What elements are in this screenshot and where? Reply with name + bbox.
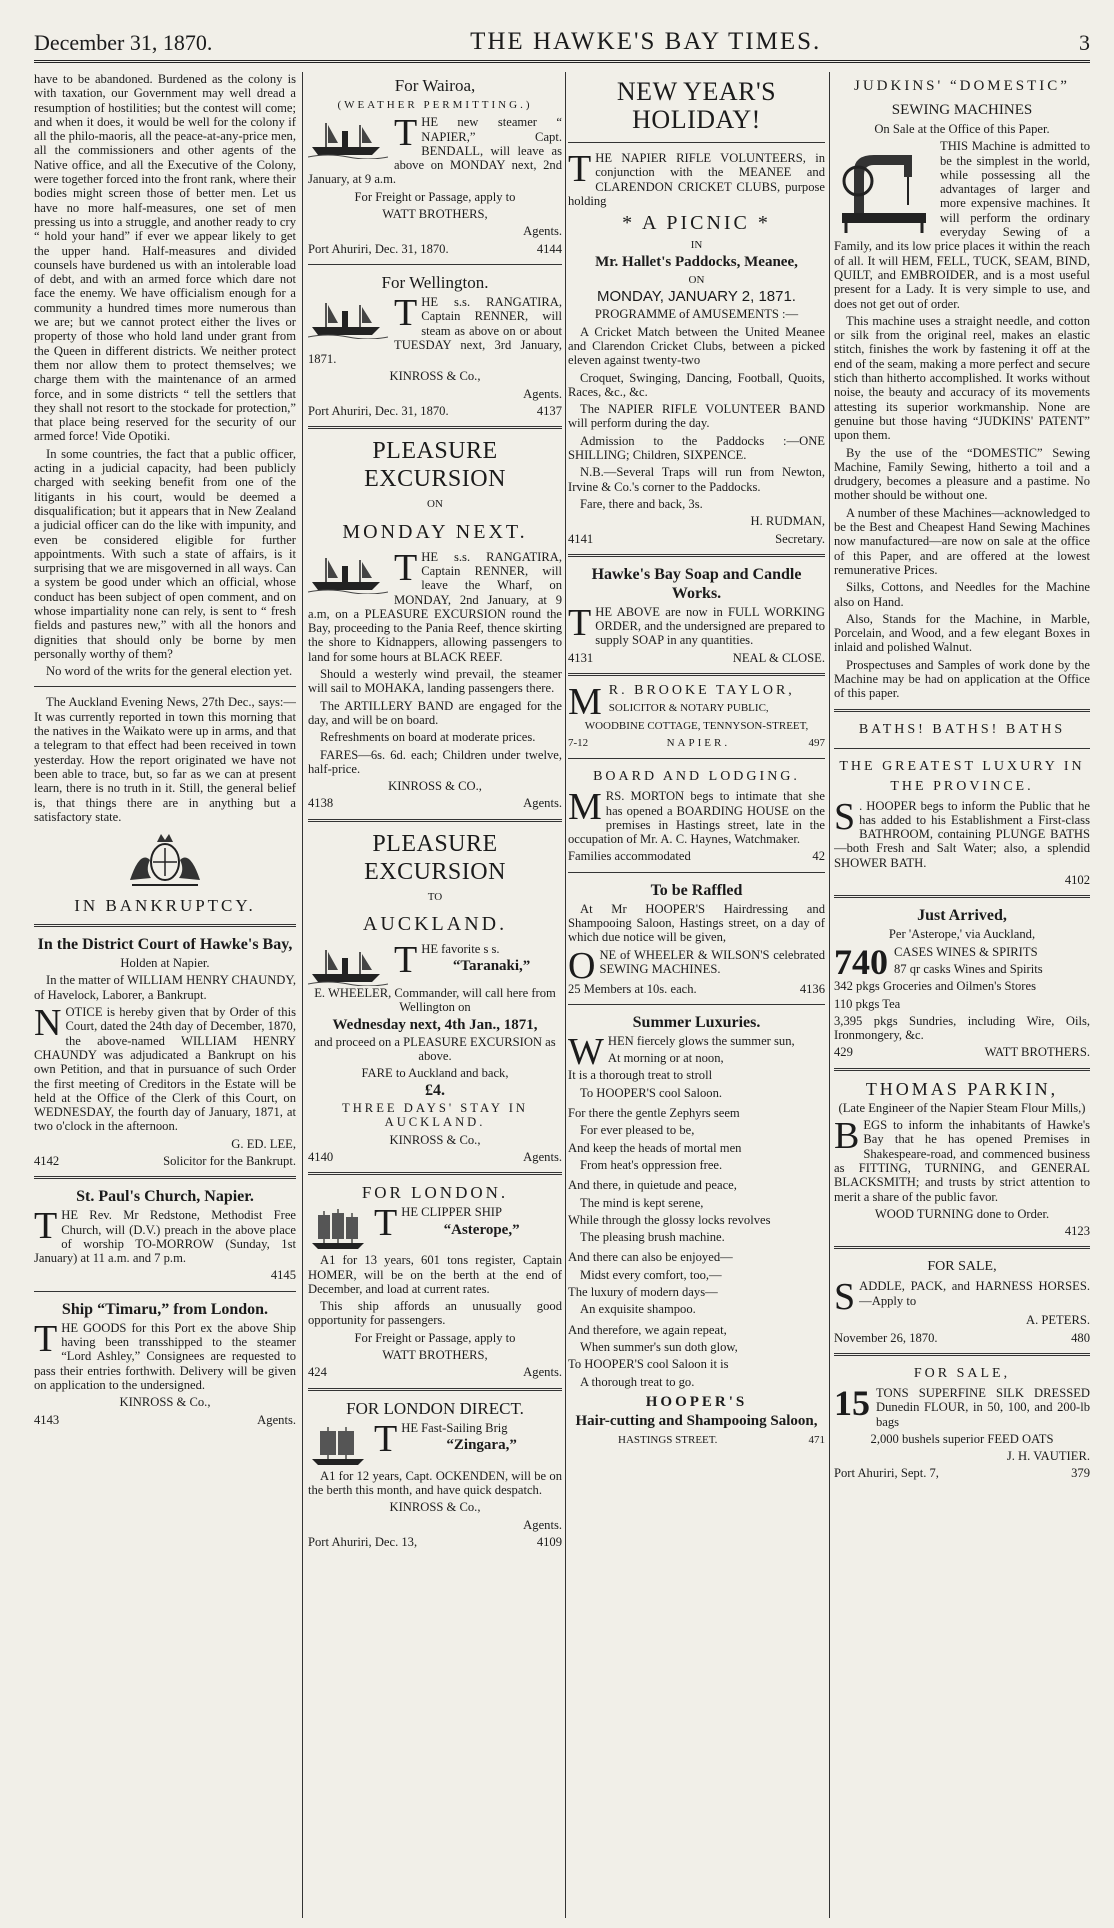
poem-line: And therefore, we again repeat, bbox=[568, 1322, 727, 1337]
ad-number: 4143 bbox=[34, 1412, 60, 1427]
divider bbox=[568, 142, 825, 143]
wairoa-title: For Wairoa, bbox=[394, 76, 476, 95]
ad-number: 379 bbox=[1071, 1466, 1090, 1481]
divider bbox=[834, 1353, 1090, 1356]
excursion-on: ON bbox=[427, 498, 443, 511]
drop-cap: M bbox=[568, 786, 602, 829]
drop-cap: T bbox=[34, 1317, 58, 1360]
poem-line: The pleasing brush machine. bbox=[580, 1230, 725, 1245]
summer-title: Summer Luxuries. bbox=[632, 1013, 761, 1031]
ad-number: 480 bbox=[1071, 1330, 1090, 1345]
drop-cap: T bbox=[34, 1205, 58, 1248]
page-number: 3 bbox=[1078, 30, 1090, 55]
drop-cap: O bbox=[568, 944, 596, 987]
auckland-footer bbox=[308, 1150, 562, 1164]
flour-footer bbox=[834, 1466, 1090, 1480]
court-subtitle: Holden at Napier. bbox=[120, 956, 210, 971]
sale-date: November 26, 1870. bbox=[834, 1330, 938, 1345]
sailing-ship-icon bbox=[308, 1423, 368, 1469]
column-divider bbox=[565, 72, 566, 1918]
wairoa-subtitle: (WEATHER PERMITTING.) bbox=[337, 99, 533, 111]
arrived-per: Per 'Asterope,' via Auckland, bbox=[888, 927, 1036, 942]
taylor-footer bbox=[568, 736, 825, 750]
drop-cap: T bbox=[374, 1202, 398, 1245]
picnic-on: ON bbox=[688, 273, 705, 286]
divider bbox=[834, 709, 1090, 712]
drop-cap: T bbox=[394, 112, 418, 155]
ad-number: 4137 bbox=[536, 404, 562, 419]
ad-number: 429 bbox=[834, 1045, 853, 1060]
court-title: In the District Court of Hawke's Bay, bbox=[37, 936, 293, 954]
raffle-footer bbox=[568, 982, 825, 996]
auckland-date: Wednesday next, 4th Jan., 1871, bbox=[332, 1016, 538, 1033]
ad-number: 4145 bbox=[270, 1268, 296, 1283]
column-divider bbox=[302, 72, 303, 1918]
holiday-signer: H. RUDMAN, bbox=[750, 514, 825, 529]
ad-number: 4123 bbox=[1064, 1224, 1090, 1239]
poem-line: A thorough treat to go. bbox=[580, 1374, 695, 1389]
parkin-title: THOMAS PARKIN, bbox=[865, 1078, 1059, 1099]
excursion-paragraph: Refreshments on board at moderate prices. bbox=[320, 730, 536, 745]
divider bbox=[568, 1004, 825, 1005]
newspaper-title: THE HAWKE'S BAY TIMES. bbox=[470, 28, 822, 55]
fare: Fare, there and back, 3s. bbox=[580, 496, 703, 511]
arrived-item: 3,395 pkgs Sundries, including Wire, Oils, Ironmongery, &c. bbox=[834, 1013, 1090, 1043]
soap-footer bbox=[568, 651, 825, 665]
drop-cap: T bbox=[394, 938, 418, 981]
auckland-excursion-notice: THE favorite s s. bbox=[308, 942, 562, 956]
wellington-agents: Agents. bbox=[523, 386, 562, 401]
poem-line: WHEN fiercely glows the summer sun, bbox=[568, 1030, 795, 1073]
arrived-title: Just Arrived, bbox=[917, 907, 1007, 925]
picnic-place: Mr. Hallet's Paddocks, Meanee, bbox=[595, 254, 798, 271]
ad-number: 497 bbox=[808, 736, 825, 749]
board-notice: MRS. MORTON begs to intimate that she has opened a BOARDING HOUSE on the premises in Hastings street, late in the occupation of Mr. A. C. Haynes, Watchmaker. bbox=[568, 786, 825, 847]
arrived-footer bbox=[834, 1045, 1090, 1059]
notice-footer bbox=[34, 1154, 296, 1168]
steamship-icon bbox=[308, 944, 388, 986]
auckland-fare: FARE to Auckland and back, bbox=[361, 1066, 509, 1081]
auckland-excursion-dest: AUCKLAND. bbox=[362, 912, 508, 935]
holiday-title: NEW YEAR'S HOLIDAY! bbox=[616, 77, 777, 134]
poem-line: And keep the heads of mortal men bbox=[568, 1140, 742, 1155]
column-4 bbox=[834, 72, 1090, 1918]
bankruptcy-notice: NOTICE is hereby given that by Order of this Court, dated the 24th day of December, 1870, the above-named WILLIAM HENRY CHAUNDY was adjudicated a Bankrupt on his own Petition, and that in pursuance of such Order the first meeting of Creditors in the Estate will be held at the Office of the Clerk of this Court, on WEDNESDAY, the fourth day of January, 1871, at two o'clock in the afternoon. bbox=[34, 1002, 296, 1134]
sewing-paragraph: THIS Machine is admitted to be the simplest in the world, while possessing all the advantages of larger and more expensive machines. It will perform the ordinary everyday Sewing of a Family, and its low price places it within the reach of all. It will HEM, FELL, TUCK, SEAM, BIND, QUILT, and EMBROIDER, and is a most useful present for a Lady. It is very simple to use, and does not get out of order. bbox=[834, 139, 1090, 311]
board-footer bbox=[568, 849, 825, 863]
ad-number: 424 bbox=[308, 1365, 327, 1380]
poem-line: When summer's sun doth glow, bbox=[580, 1339, 738, 1354]
divider bbox=[568, 758, 825, 759]
poem-line: For there the gentle Zephyrs seem bbox=[568, 1106, 740, 1121]
drop-cap: W bbox=[568, 1030, 604, 1073]
drop-cap: T bbox=[568, 148, 592, 190]
ship-notice-title: Ship “Timaru,” from London. bbox=[61, 1300, 269, 1318]
notice-signer: G. ED. LEE, bbox=[231, 1136, 296, 1151]
ad-number: 4136 bbox=[799, 981, 825, 996]
arrived-item: 110 pkgs Tea bbox=[834, 996, 901, 1011]
soap-title: Hawke's Bay Soap and Candle Works. bbox=[591, 565, 802, 602]
raffle-text: At Mr HOOPER'S Hairdressing and Shampooing Saloon, Hastings street, on a day of which due notice will be given, bbox=[568, 901, 825, 945]
auckland-ship-name: “Taranaki,” bbox=[452, 958, 531, 975]
arrived-signer: WATT BROTHERS. bbox=[984, 1045, 1090, 1060]
signer-role: Secretary. bbox=[775, 531, 825, 546]
london-direct-paragraph: A1 for 12 years, Capt. OCKENDEN, will be on the berth this month, and have quick despatch. bbox=[308, 1468, 562, 1497]
taylor-address: WOODBINE COTTAGE, TENNYSON-STREET, bbox=[584, 719, 809, 732]
sewing-machine-icon bbox=[834, 141, 934, 237]
picnic-date: MONDAY, JANUARY 2, 1871. bbox=[597, 288, 796, 306]
raffle-members: 25 Members at 10s. each. bbox=[568, 981, 697, 996]
divider bbox=[308, 1172, 562, 1175]
arrived-list: 740 CASES WINES & SPIRITS bbox=[834, 941, 1038, 982]
ship-notice: THE GOODS for this Port ex the above Ship having been transshipped to the steamer “Lord Ashley,” Consignees are requested to pass their entries forthwith. Delivery will be given on application to the undersigned. bbox=[34, 1317, 296, 1392]
signer-role: Agents. bbox=[523, 1149, 562, 1164]
sale-footer bbox=[834, 1331, 1090, 1345]
ship-signer: KINROSS & Co., bbox=[119, 1395, 211, 1410]
taylor-notice: M R. BROOKE TAYLOR, bbox=[568, 681, 795, 724]
sewing-subtitle: SEWING MACHINES bbox=[891, 102, 1033, 118]
london-direct-ship-name: “Zingara,” bbox=[446, 1436, 517, 1453]
divider bbox=[568, 673, 825, 676]
bankruptcy-matter: In the matter of WILLIAM HENRY CHAUNDY, of Havelock, Laborer, a Bankrupt. bbox=[34, 973, 296, 1002]
ship-footer bbox=[34, 1413, 296, 1427]
parkin-wood: WOOD TURNING done to Order. bbox=[874, 1206, 1050, 1221]
baths-notice: S . HOOPER begs to inform the Public that he has added to his Establishment a First-class BATHROOM, containing PLUNGE BATHS —both Fresh and Salt Water; also, a splendid SHOWER BATH. bbox=[834, 795, 1090, 870]
wairoa-footer bbox=[308, 242, 562, 256]
london-direct-title: FOR LONDON DIRECT. bbox=[346, 1398, 524, 1418]
drop-cap: T bbox=[568, 601, 592, 644]
poem-line: It is a thorough treat to stroll bbox=[568, 1068, 713, 1083]
divider bbox=[308, 264, 562, 265]
poem-line: An exquisite shampoo. bbox=[580, 1302, 696, 1317]
excursion-title: PLEASURE EXCURSION bbox=[364, 438, 506, 493]
ad-number: 471 bbox=[808, 1434, 825, 1447]
signer-role: Agents. bbox=[523, 796, 562, 811]
divider bbox=[834, 1068, 1090, 1071]
programme-item: Croquet, Swinging, Dancing, Football, Quoits, Races, &c., &c. bbox=[568, 370, 825, 399]
sailing-ship-icon bbox=[308, 1207, 368, 1253]
divider bbox=[34, 686, 296, 687]
ad-place: Port Ahuriri, Dec. 13, bbox=[308, 1534, 418, 1549]
poem-line: The mind is kept serene, bbox=[580, 1195, 704, 1210]
masthead-rule bbox=[34, 60, 1090, 63]
ad-number: 4109 bbox=[536, 1534, 562, 1549]
divider bbox=[34, 1176, 296, 1179]
auckland-excursion-title: PLEASURE EXCURSION bbox=[364, 830, 506, 885]
sale-title: FOR SALE, bbox=[927, 1259, 997, 1275]
excursion-fares: FARES—6s. 6d. each; Children under twelve, half-price. bbox=[308, 747, 562, 776]
auckland-agent: KINROSS & Co., bbox=[389, 1132, 481, 1147]
poem-line: From heat's oppression free. bbox=[580, 1157, 723, 1172]
divider bbox=[834, 895, 1090, 898]
divider bbox=[568, 554, 825, 557]
sewing-title: JUDKINS' “DOMESTIC” bbox=[854, 78, 1070, 94]
church-notice: THE Rev. Mr Redstone, Methodist Free Church, will (D.V.) preach in the above place of worship TO-MORROW (Sunday, 1st January) at 11 a.m. and 7 p.m. bbox=[34, 1205, 296, 1266]
poem-line: Midst every comfort, too,— bbox=[580, 1267, 722, 1282]
bankruptcy-heading: IN BANKRUPTCY. bbox=[74, 896, 256, 916]
london-direct-role: Agents. bbox=[523, 1517, 562, 1532]
sewing-paragraph: This machine uses a straight needle, and cotton or silk from the original reel, makes an elastic stitch, finishes the work by fastening it off at the end of the seam, making a more perfect and secure stich than hitherto accomplished. It works without noise, the beauty and accuracy of its movements attesting its superior workmanship. None are genuine but those having “JUDKINS' PATENT” upon them. bbox=[834, 313, 1090, 443]
ad-code: 7-12 bbox=[568, 736, 589, 749]
poem-line: At morning or at noon, bbox=[607, 1051, 724, 1066]
sale-title: FOR SALE, bbox=[913, 1366, 1011, 1381]
signer-role: Solicitor for the Bankrupt. bbox=[163, 1154, 296, 1168]
holiday-notice: THE NAPIER RIFLE VOLUNTEERS, in conjunction with the MEANEE and CLARENDON CRICKET CLUBS, purpose holding bbox=[568, 148, 825, 208]
church-title: St. Paul's Church, Napier. bbox=[76, 1188, 254, 1206]
soap-notice: THE ABOVE are now in FULL WORKING ORDER, and the undersigned are prepared to supply SOAP in any quantities. bbox=[568, 601, 825, 648]
poem-line: The luxury of modern days— bbox=[568, 1285, 718, 1300]
wairoa-notice: THE new steamer “ NAPIER,” Capt. BENDALL, will leave as above on MONDAY next, 2nd January, at 9 a.m. bbox=[308, 112, 562, 187]
wairoa-agents: Agents. bbox=[523, 224, 562, 239]
programme-heading: PROGRAMME of AMUSEMENTS :— bbox=[594, 307, 799, 322]
divider bbox=[34, 1291, 296, 1292]
drop-cap: S bbox=[834, 795, 856, 838]
drop-cap: S bbox=[834, 1276, 856, 1319]
wellington-footer bbox=[308, 404, 562, 418]
sewing-paragraph: By the use of the “DOMESTIC” Sewing Machine, Family Sewing, hitherto a toil and a drudgery, becomes a pleasure and a pastime. No mother should be without one. bbox=[834, 445, 1090, 503]
picnic-heading: * A PICNIC * bbox=[622, 212, 771, 235]
wellington-notice: THE s.s. RANGATIRA, Captain RENNER, will steam as above on or about TUESDAY next, 3rd January, 1871. bbox=[308, 291, 562, 367]
taylor-role: SOLICITOR & NOTARY PUBLIC, bbox=[608, 702, 769, 715]
signer-role: Agents. bbox=[523, 1365, 562, 1380]
drop-cap: B bbox=[834, 1115, 860, 1158]
divider bbox=[34, 924, 296, 927]
programme-band: The NAPIER RIFLE VOLUNTEER BAND will perform during the day. bbox=[568, 402, 825, 431]
column-3 bbox=[568, 72, 825, 1918]
poem-line: To HOOPER'S cool Saloon. bbox=[580, 1085, 723, 1100]
hooper-name: HOOPER'S bbox=[645, 1393, 748, 1410]
london-direct-notice: THE Fast-Sailing Brig bbox=[308, 1421, 562, 1435]
divider bbox=[308, 1388, 562, 1391]
editorial-paragraph: In some countries, the fact that a public officer, acting in a judicial capacity, had been publicly charged with seeking benefit from one of the litigants in his court, would be deemed a disqualification; but it appears that in New Zealand a judicial officer can do the like with impunity, and even be considered eligible for further appointments. With such a state of affairs, is it surprising that we are misgoverned in all ways. Can a system be good under which an official, whose conduct has been subject of open comment, and on whose impartiality none can rely, is sent to “ fresh fields and pastures new,” with all the honors and dignities that should only be borne by men personally worthy of them? bbox=[34, 446, 296, 661]
wellington-agent: KINROSS & Co., bbox=[389, 369, 481, 384]
arrived-item: 342 pkgs Groceries and Oilmen's Stores bbox=[834, 979, 1036, 994]
divider bbox=[308, 819, 562, 822]
drop-cap: N bbox=[34, 1002, 62, 1045]
london-direct-agent: KINROSS & Co., bbox=[389, 1500, 481, 1515]
ad-place: Port Ahuriri, Dec. 31, 1870. bbox=[308, 241, 449, 256]
arrived-count: 740 bbox=[834, 941, 888, 982]
raffle-title: To be Raffled bbox=[650, 881, 743, 899]
programme-item: A Cricket Match between the United Meanee and Clarendon Cricket Clubs, between a picked eleven against twenty-two bbox=[568, 324, 825, 368]
london-ship-name: “Asterope,” bbox=[443, 1221, 520, 1238]
divider bbox=[308, 426, 562, 429]
raffle-notice: ONE of WHEELER & WILSON'S celebrated SEWING MACHINES. bbox=[568, 944, 825, 987]
excursion-paragraph: The ARTILLERY BAND are engaged for the day, and will be on board. bbox=[308, 698, 562, 727]
board-title: BOARD AND LODGING. bbox=[593, 769, 800, 785]
ad-number: 4131 bbox=[568, 650, 594, 665]
excursion-agent: KINROSS & CO., bbox=[388, 779, 482, 794]
flour-signer: J. H. VAUTIER. bbox=[1006, 1449, 1090, 1464]
sewing-paragraph: Silks, Cottons, and Needles for the Machine also on Hand. bbox=[834, 580, 1090, 609]
hooper-line: Hair-cutting and Shampooing Saloon, bbox=[575, 1413, 818, 1430]
hooper-address: HASTINGS STREET. bbox=[618, 1434, 718, 1447]
steamship-icon bbox=[308, 297, 388, 339]
wairoa-freight: For Freight or Passage, apply to bbox=[354, 189, 516, 204]
column-divider bbox=[829, 72, 830, 1918]
london-agent: WATT BROTHERS, bbox=[382, 1348, 488, 1363]
auckland-fare-amount: £4. bbox=[425, 1081, 445, 1099]
editorial-paragraph: have to be abandoned. Burdened as the colony is with taxation, our Government may well dread a resumption of hostilities; but the contest will come; and when it does, it would be well for the colony if all the philo-maoris, all the peace-at-any-price men, all the commissioners and other agents of the Native office, and all the Executive of the Colony, were together forced into the front rank, where their bodies might screen those of better men. Let us have no more half-measures, one set of men pressing us into a struggle, and another ready to cry “ hold your hand” if ever we appear likely to get the upper hand. Half-measures and divided counsels have burdened us with an intolerable load of debt, and with an armed force which dare not face the enemy. We have officialism enough for a community a hundred times more numerous than we are; but we cannot protect either the lives or property of those who hold land under grant from the Queen in different districts. We neither protect them nor allow them to protect themselves; we charge them with the maintenance of an armed force, and in some districts “ tell the settlers that they shall not resort to the stockade for protection,” that place being reserved for the security of our armed force! Vide Opotiki. bbox=[34, 72, 296, 444]
excursion-footer bbox=[308, 796, 562, 810]
london-footer bbox=[308, 1365, 562, 1379]
london-freight: For Freight or Passage, apply to bbox=[354, 1330, 516, 1345]
divider bbox=[834, 1246, 1090, 1249]
parkin-subtitle: (Late Engineer of the Napier Steam Flour Mills,) bbox=[838, 1100, 1086, 1115]
ad-number: 4140 bbox=[308, 1149, 334, 1164]
summer-poem bbox=[568, 1030, 825, 1389]
excursion-day: MONDAY NEXT. bbox=[342, 520, 528, 543]
parkin-notice: BEGS to inform the inhabitants of Hawke's Bay that he has opened Premises in Shakespeare-road, and commenced business as FITTING, TURNING, and GENERAL BLACKSMITH; and trusts by strict attention to merit a share of the public favor. bbox=[834, 1115, 1090, 1204]
signer-role: Agents. bbox=[257, 1412, 296, 1427]
ad-place: Port Ahuriri, Dec. 31, 1870. bbox=[308, 404, 449, 419]
flour-place: Port Ahuriri, Sept. 7, bbox=[834, 1466, 939, 1481]
picnic-in: IN bbox=[690, 239, 703, 252]
news-paragraph: The Auckland Evening News, 27th Dec., says:—It was currently reported in town this morning that the natives in the Waikato were up in arms, and that a telegram to that effect had been received in town yesterday. How the report originated we have not been able to trace, but, so far as we can at present learn, there is no truth in it. Still, the general belief is, that things there are in anything but a satisfactory state. bbox=[34, 695, 296, 824]
column-2 bbox=[308, 72, 562, 1918]
auckland-proceed: and proceed on a PLEASURE EXCURSION as above. bbox=[314, 1034, 556, 1064]
hooper-footer bbox=[568, 1433, 825, 1447]
excursion-notice: THE s.s. RANGATIRA, Captain RENNER, will leave the Wharf, on MONDAY, 2nd January, at 9 a.m, on a PLEASURE EXCURSION round the Bay, proceeding to the Pania Reef, thence skirting the shore to Kidnappers, allowing passengers to land for some hours at BLACK REEF. bbox=[308, 546, 562, 664]
baths-subtitle: THE GREATEST LUXURY IN THE PROVINCE. bbox=[839, 758, 1085, 794]
auckland-commander: E. WHEELER, Commander, will call here from Wellington on bbox=[314, 985, 556, 1015]
arrived-item: 87 qr casks Wines and Spirits bbox=[894, 961, 1043, 976]
divider bbox=[834, 748, 1090, 749]
flour-oats: 2,000 bushels superior FEED OATS bbox=[870, 1431, 1054, 1446]
poem-line: To HOOPER'S cool Saloon it is bbox=[568, 1357, 729, 1372]
drop-cap: T bbox=[394, 546, 418, 589]
sale-signer: A. PETERS. bbox=[1025, 1313, 1090, 1328]
ad-number: 4141 bbox=[568, 531, 594, 546]
wellington-title: For Wellington. bbox=[381, 272, 489, 292]
sewing-paragraph: Also, Stands for the Machine, in Marble, Porcelain, and Wood, and a few elegant Boxes in inlaid and polished Walnut. bbox=[834, 611, 1090, 655]
ad-number: 4138 bbox=[308, 796, 334, 811]
flour-notice: 15 TONS SUPERFINE SILK DRESSED Dunedin FLOUR, in 50, 100, and 200-lb bags bbox=[834, 1383, 1090, 1429]
drop-cap: T bbox=[374, 1417, 398, 1460]
issue-date: December 31, 1870. bbox=[34, 30, 213, 55]
sewing-sale: On Sale at the Office of this Paper. bbox=[874, 122, 1050, 136]
london-paragraph: This ship affords an unusually good opportunity for passengers. bbox=[308, 1299, 562, 1328]
steamship-icon bbox=[308, 117, 388, 159]
poem-line: For ever pleased to be, bbox=[580, 1123, 695, 1138]
board-families: Families accommodated bbox=[568, 849, 691, 864]
ad-number: 4144 bbox=[536, 241, 562, 256]
london-paragraph: A1 for 13 years, 601 tons register, Captain HOMER, will be on the berth at the end of December, and load at current rates. bbox=[308, 1253, 562, 1296]
soap-signer: NEAL & CLOSE. bbox=[732, 650, 825, 665]
flour-tons: 15 bbox=[834, 1383, 870, 1423]
masthead bbox=[34, 30, 1090, 56]
sewing-paragraph: A number of these Machines—acknowledged to be the Best and Cheapest Hand Sewing Machines now manufactured—are now on sale at the office of this Paper, and are offered at the lowest remunerative Prices. bbox=[834, 505, 1090, 577]
london-title: FOR LONDON. bbox=[361, 1183, 509, 1203]
royal-arms-icon bbox=[120, 830, 210, 890]
admission: Admission to the Paddocks :—ONE SHILLING; Children, SIXPENCE. bbox=[568, 433, 825, 463]
editorial-paragraph: No word of the writs for the general election yet. bbox=[46, 664, 293, 679]
poem-line: While through the glossy locks revolves bbox=[568, 1212, 771, 1227]
nb-traps: N.B.—Several Traps will run from Newton, Irvine & Co.'s corner to the Paddocks. bbox=[568, 465, 825, 494]
sewing-paragraph: Prospectuses and Samples of work done by the Machine may be had on application at the Office of this paper. bbox=[834, 657, 1090, 701]
london-direct-footer bbox=[308, 1535, 562, 1549]
ad-number: 4102 bbox=[1064, 873, 1090, 888]
holiday-footer bbox=[568, 532, 825, 546]
drop-cap: T bbox=[394, 291, 418, 334]
column-1 bbox=[34, 72, 296, 1918]
taylor-city: NAPIER. bbox=[666, 736, 731, 749]
sale-notice: SADDLE, PACK, and HARNESS HORSES.—Apply to bbox=[834, 1276, 1090, 1319]
auckland-stay: THREE DAYS' STAY IN AUCKLAND. bbox=[342, 1101, 528, 1130]
poem-line: And there can also be enjoyed— bbox=[568, 1250, 733, 1265]
poem-line: And there, in quietude and peace, bbox=[568, 1178, 737, 1193]
steamship-icon bbox=[308, 552, 388, 594]
wairoa-agent: WATT BROTHERS, bbox=[382, 207, 488, 222]
ad-number: 42 bbox=[812, 849, 825, 864]
london-notice: THE CLIPPER SHIP bbox=[308, 1205, 562, 1219]
baths-title: BATHS! BATHS! BATHS bbox=[858, 721, 1066, 737]
divider bbox=[568, 872, 825, 873]
drop-cap: M bbox=[568, 681, 605, 724]
auckland-excursion-to: TO bbox=[427, 890, 443, 903]
excursion-paragraph: Should a westerly wind prevail, the steamer will sail to MOHAKA, landing passengers there. bbox=[308, 667, 562, 696]
ad-number: 4142 bbox=[34, 1154, 60, 1168]
